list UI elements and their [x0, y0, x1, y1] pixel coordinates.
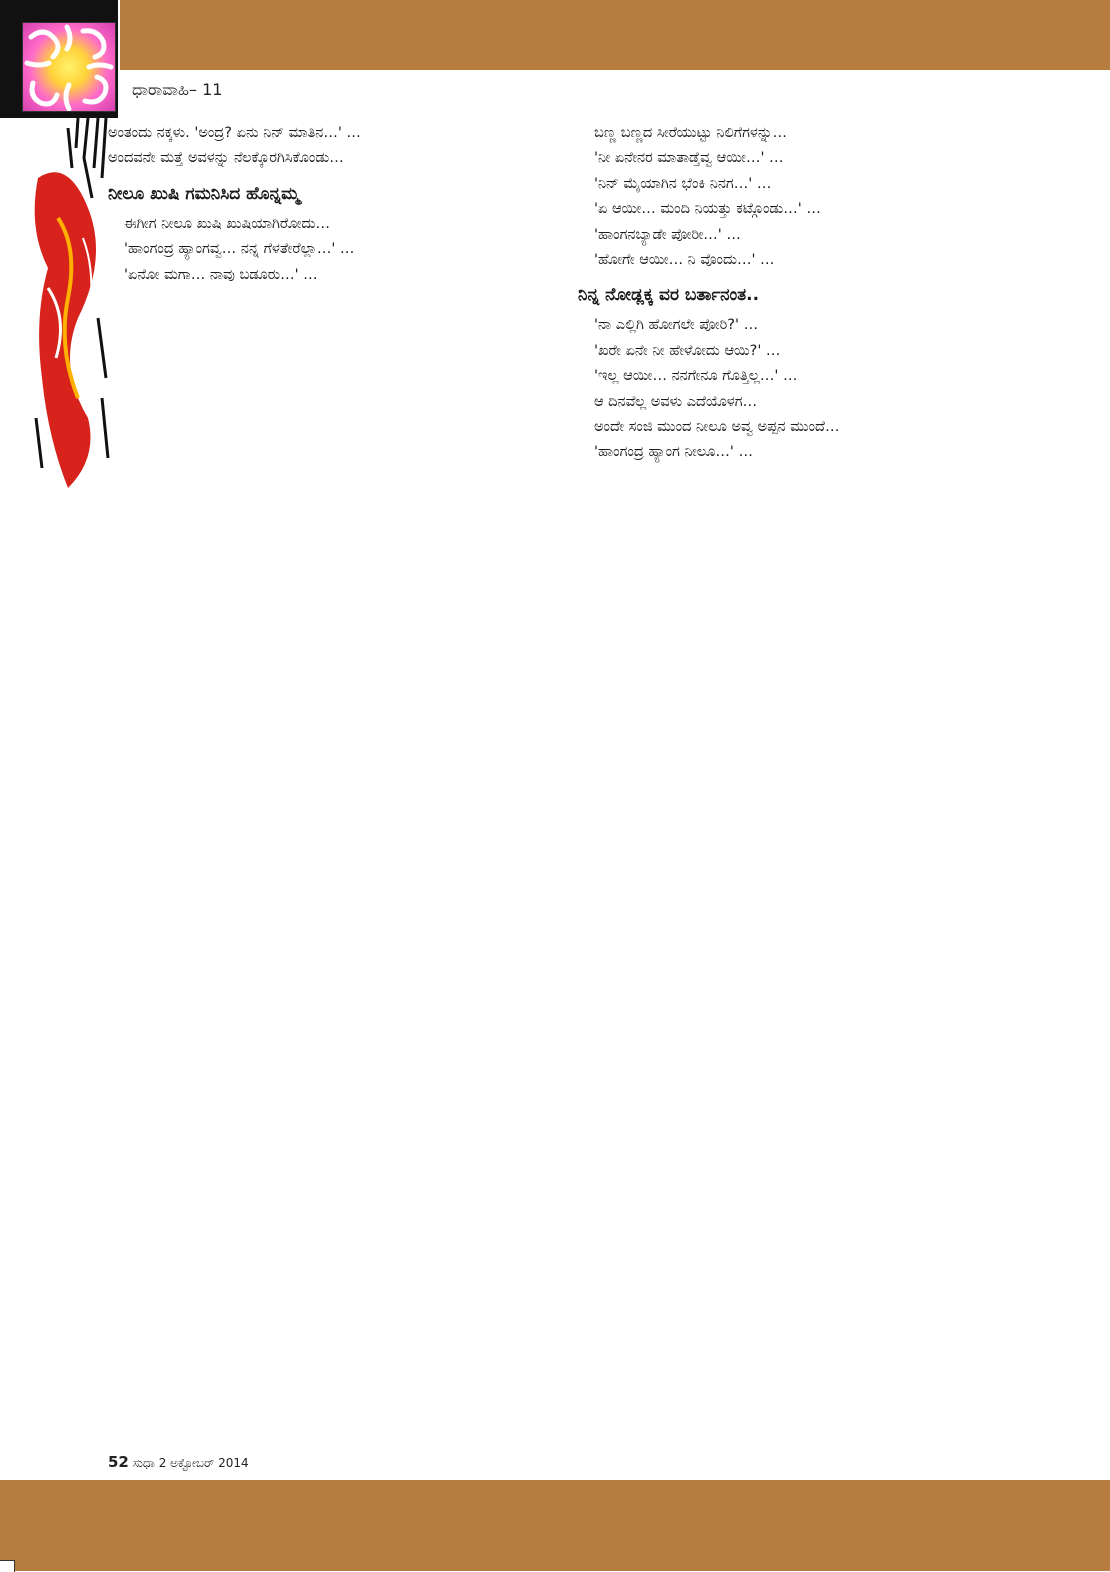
paragraph: 'ನಾ ಎಲ್ಲಿಗಿ ಹೋಗಲೇ ಪೋರಿ?' … [594, 317, 759, 334]
section-heading: ನೀಲೂ ಖುಷಿ ಗಮನಿಸಿದ ಹೊನ್ನಮ್ಮ [108, 183, 300, 204]
paragraph: ಬಣ್ಣ ಬಣ್ಣದ ಸೀರೆಯುಟ್ಟು ನಿಲಿಗೆಗಳನ್ನು… [594, 125, 787, 141]
series-logo [22, 22, 116, 112]
paragraph: 'ಹೋಗೇ ಆಯೀ… ನಿ ವೊಂದು…' … [594, 252, 775, 269]
corner-mark [0, 1560, 15, 1572]
swirl-logo-icon [23, 23, 115, 111]
paragraph: 'ಏ ಆಯೀ… ಮಂದಿ ನಿಯತ್ತು ಕಟ್ಗೊಂಡು…' … [594, 201, 821, 218]
right-column [578, 122, 1026, 467]
series-label: ಧಾರಾವಾಹಿ– 11 [132, 80, 223, 99]
paragraph: ಅಂದೇ ಸಂಜಿ ಮುಂದ ನೀಲೂ ಅವ್ವ ಅಪ್ಪನ ಮುಂದೆ… [594, 419, 840, 436]
paragraph: 'ಹಾಂಗನಬ್ಯಾಡೇ ಪೋರೀ…' … [594, 226, 741, 243]
issue-info: ಸುಧಾ 2 ಅಕ್ಟೋಬರ್ 2014 [132, 1456, 249, 1470]
paragraph: 'ಖರೇ ಏನೇ ನೀ ಹೇಳೋದು ಆಯಿ?' … [594, 342, 781, 359]
paragraph: 'ನೀ ಏನೇನರ ಮಾತಾಡ್ತೆವ್ವ ಆಯೀ…' … [594, 150, 784, 167]
paragraph: 'ಹಾಂಗಂದ್ರ ಹ್ಯಾಂಗ ನೀಲೂ…' … [594, 444, 753, 461]
page-footer [108, 1453, 249, 1471]
left-decorative-strip [0, 0, 118, 1480]
paragraph: ಅಂದವನೇ ಮತ್ತೆ ಅವಳನ್ನು ನೆಲಕ್ಕೊರಗಿಸಿಕೊಂಡು… [108, 150, 344, 167]
left-column [108, 122, 548, 289]
paragraph: ಈಗೀಗ ನೀಲೂ ಖುಷಿ ಖುಷಿಯಾಗಿರೋದು… [124, 215, 331, 232]
bottom-decorative-band [0, 1480, 1110, 1571]
page-number: 52 [108, 1453, 129, 1471]
paragraph: 'ಇಲ್ಲ ಆಯೀ… ನನಗೇನೂ ಗೊತ್ತಿಲ್ಲ…' … [594, 368, 798, 385]
paragraph: 'ಹಾಂಗಂದ್ರ ಹ್ಯಾಂಗವ್ವ… ನನ್ನ ಗೆಳತೇರೆಲ್ಲಾ…' … [124, 241, 355, 258]
section-heading: ನಿನ್ನ ನೋಡ್ಲಕ್ಕ ವರ ಬರ್ತಾನಂತ.. [578, 285, 760, 306]
top-decorative-band [120, 0, 1110, 70]
paragraph: 'ಏನೋ ಮಗಾ… ನಾವು ಬಡೂರು…' … [124, 266, 318, 283]
paragraph: ಅಂತಂದು ನಕ್ಕಳು. 'ಅಂದ್ರ? ಏನು ನಿನ್ ಮಾತಿನ…' … [108, 125, 361, 141]
flame-decoration-icon [28, 118, 114, 498]
paragraph: ಆ ದಿನವೆಲ್ಲ ಅವಳು ಎದೆಯೊಳಗ… [594, 393, 758, 410]
paragraph: 'ನಿನ್ ಮೈಯಾಗಿನ ಭೆಂಕಿ ನಿನಗ…' … [594, 175, 772, 192]
